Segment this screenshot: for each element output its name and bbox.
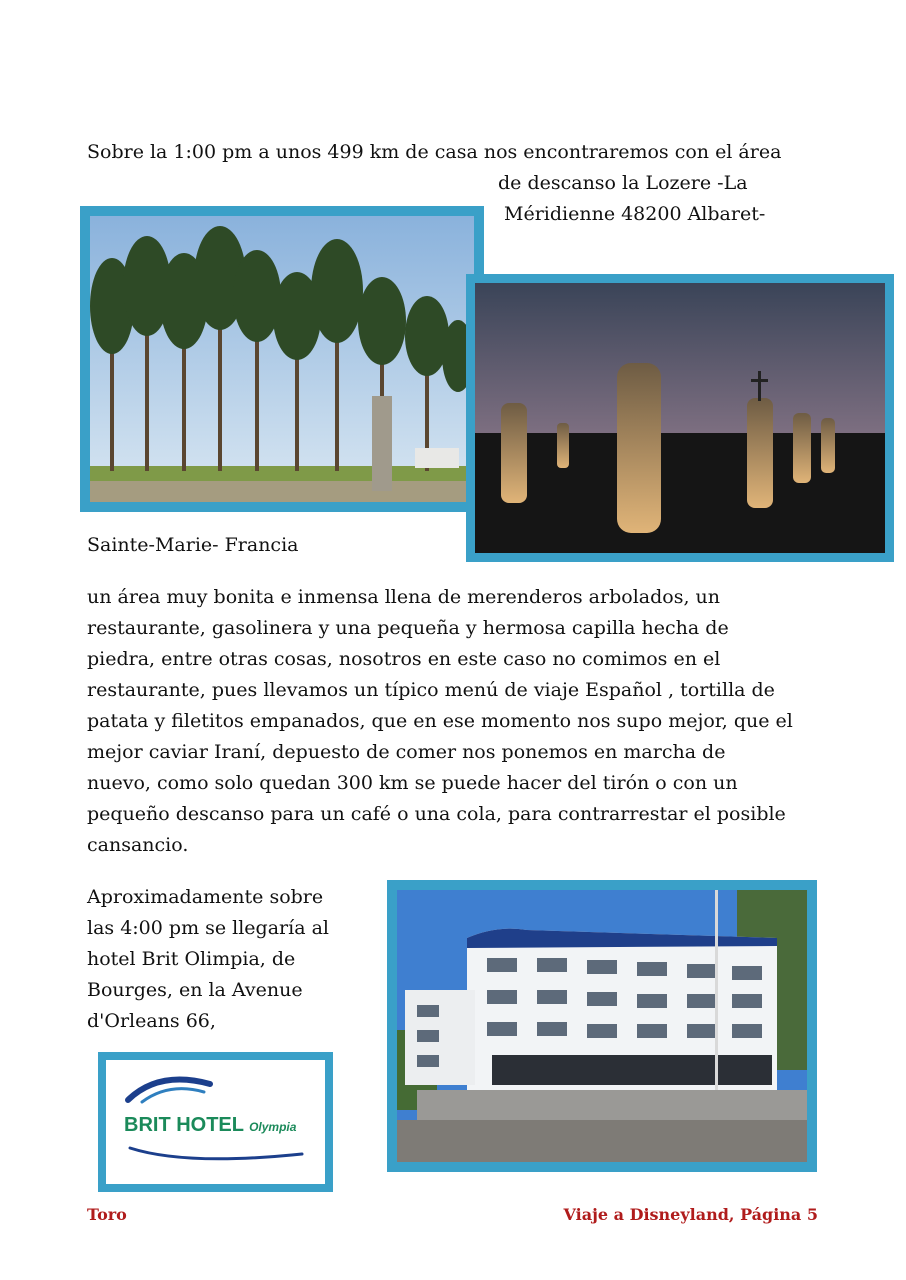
logo-text [124,1114,296,1137]
logo-brand: BRIT HOTEL [124,1114,244,1136]
brit-hotel-logo [98,1052,333,1192]
intro-line-1: Sobre la 1:00 pm a unos 499 km de casa nos encontraremos con el área [87,141,782,163]
intro-line-2: de descanso la Lozere -La [498,172,748,194]
body-line: patata y filetitos empanados, que en ese momento nos supo mejor, que el [87,710,793,732]
logo-sub: Olympia [249,1120,297,1134]
body-line: piedra, entre otras cosas, nosotros en este caso no comimos en el [87,648,721,670]
footer-page-label: Viaje a Disneyland, Página 5 [563,1205,818,1224]
body-line: restaurante, gasolinera y una pequeña y hermosa capilla hecha de [87,617,729,639]
intro-line-4: Sainte-Marie- Francia [87,534,299,556]
intro-line-3: Méridienne 48200 Albaret- [504,203,766,225]
hotel-line: Aproximadamente sobre [87,886,324,908]
body-line: cansancio. [87,834,189,856]
body-line: pequeño descanso para un café o una cola, para contrarrestar el posible [87,803,786,825]
hotel-line: hotel Brit Olimpia, de [87,948,296,970]
swoosh-icon [124,1074,214,1104]
body-line: mejor caviar Iraní, depuesto de comer nos ponemos en marcha de [87,741,726,763]
logo-panel [106,1060,325,1184]
body-line: nuevo, como solo quedan 300 km se puede hacer del tirón o con un [87,772,738,794]
body-line: un área muy bonita e inmensa llena de merenderos arbolados, un [87,586,721,608]
stone-pillars-dusk-photo [466,274,894,562]
hotel-line: Bourges, en la Avenue [87,979,303,1001]
hotel-line: las 4:00 pm se llegaría al [87,917,329,939]
footer-author: Toro [87,1205,127,1224]
hotel-line: d'Orleans 66, [87,1010,216,1032]
body-line: restaurante, pues llevamos un típico menú de viaje Español , tortilla de [87,679,775,701]
hotel-building-photo [387,880,817,1172]
wave-icon [126,1144,306,1164]
rest-area-trees-photo [80,206,484,512]
